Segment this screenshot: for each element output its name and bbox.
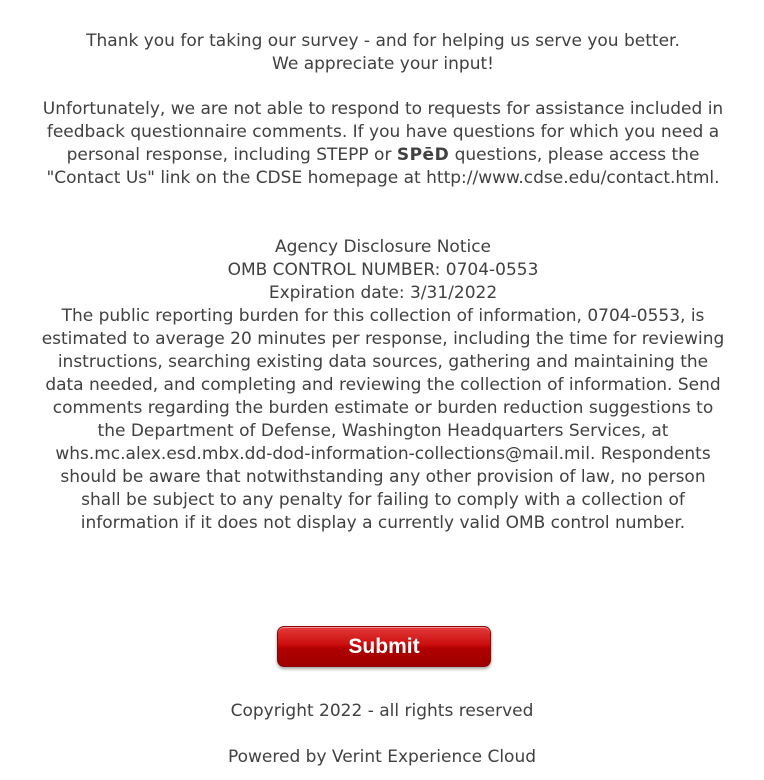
omb-control-number: OMB CONTROL NUMBER: 0704-0553 <box>227 260 539 280</box>
sped-name: SPēD <box>396 145 450 165</box>
assistance-text-after: questions, please access the "Contact Us" link on the CDSE homepage at http://www.cdse.edu/contact.html. <box>46 145 720 188</box>
powered-by-text: Powered by Verint Experience Cloud <box>227 747 537 767</box>
reporting-burden-text: The public reporting burden for this collection of information, 0704-0553, is estimated to average 20 minutes per response, including the time for reviewing instructions, searching existing data sources, gathering and maintaining the data needed, and completing and reviewing the collection of information. Send comments regarding the burden estimate or burden reduction suggestions to the Department of Defense, Washington Headquarters Services, at whs.mc.alex.esd.mbx.dd-dod-information-collections@mail.mil. Respondents should be aware that notwithstanding any other provision of law, no person shall be subject to any penalty for failing to comply with a collection of information if it does not display a currently valid OMB control number. <box>41 306 725 533</box>
submit-area <box>277 626 491 667</box>
copyright-text: Copyright 2022 - all rights reserved <box>230 701 534 721</box>
appreciation-line: We appreciate your input! <box>272 54 494 74</box>
expiration-date: Expiration date: 3/31/2022 <box>268 283 498 303</box>
notice-heading: Agency Disclosure Notice <box>274 237 492 257</box>
submit-button[interactable]: Submit <box>277 626 491 667</box>
agency-disclosure-notice <box>40 236 726 535</box>
thank-you-line: Thank you for taking our survey - and for helping us serve you better. <box>86 31 680 51</box>
assistance-notice <box>40 98 726 190</box>
thank-you-message <box>40 30 726 76</box>
assistance-text-before: Unfortunately, we are not able to respond to requests for assistance included in feedback questionnaire comments. If you have questions for which you need a personal response, including STEPP or <box>42 99 724 165</box>
